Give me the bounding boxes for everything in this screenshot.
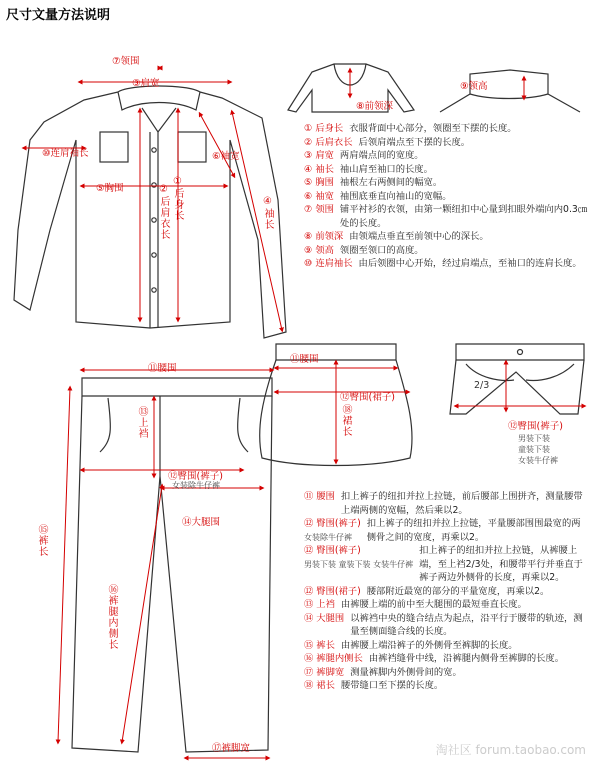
label-chest: ⑤胸围	[96, 183, 124, 194]
shirt-desc-7: ⑦ 领围 铺平衬衫的衣领，由第一颗纽扣中心量到扣眼外端向内0.3㎝处的长度。	[304, 204, 588, 229]
label-collar: ⑦领围	[112, 56, 140, 67]
pants-desc-12a: ⑫ 臀围(裤子) 女装除牛仔裤 扣上裤子的纽扣并拉上拉链，平量腰部围围最宽的两侧骨之间的宽度，再乘以2。	[304, 518, 581, 543]
label-pants-hip: ⑫臀围(裤子)	[168, 471, 223, 482]
pants-desc-11: ⑪ 腰围 扣上裤子的纽扣并拉上拉链，前后腰部上围拼齐，测量腰带上端两侧的宽幅，然后乘以2。	[304, 491, 583, 516]
label-jeans-note-1: 男装下装	[518, 434, 550, 443]
label-jeans-hip: ⑫臀围(裤子)	[508, 421, 563, 432]
label-jeans-note-2: 童装下装	[518, 445, 550, 454]
label-collar-drop: ⑧前领深	[356, 101, 394, 112]
label-jeans-ratio: 2/3	[474, 380, 490, 391]
label-skirt-length: ⑱裙长	[340, 404, 351, 437]
label-back-shoulder-length: ②后肩衣长	[158, 184, 169, 240]
label-back-length: ①后身长	[172, 176, 183, 221]
pants-desc-15: ⑮ 裤长 由裤腰上端沿裤子的外侧骨至裤脚的长度。	[304, 639, 518, 651]
shirt-desc-1: ① 后身长 衣服背面中心部分，领圈至下摆的长度。	[304, 123, 517, 134]
label-shoulder: ③肩宽	[132, 78, 160, 89]
label-pants-inseam: ⑯裤腿内侧长	[106, 584, 117, 650]
shirt-desc-2: ② 后肩衣长 后领肩端点至下摆的长度。	[304, 136, 471, 148]
label-skirt-waist: ⑪腰围	[290, 354, 319, 365]
shirt-desc-3: ③ 肩宽 两肩端点间的宽度。	[304, 150, 424, 161]
pants-desc-13: ⑬ 上裆 由裤腰上端的前中至大腿围的最短垂直长度。	[304, 599, 527, 610]
label-skirt-hip: ⑫臀围(裙子)	[340, 392, 395, 403]
label-jeans-note-3: 女装牛仔裤	[518, 456, 558, 465]
label-sleeve-length: ④袖长	[262, 196, 273, 230]
label-raglan-sleeve: ⑩连肩袖长	[42, 148, 89, 159]
label-pants-hip-note: 女装除牛仔裤	[172, 481, 220, 490]
shirt-desc-4: ④ 袖长 袖山肩至袖口的长度。	[304, 163, 433, 175]
pants-desc-18: ⑱ 裙长 腰带缝口至下摆的长度。	[304, 680, 444, 691]
label-pants-thigh: ⑭大腿围	[182, 517, 221, 528]
shirt-desc-9: ⑨ 领高 领圈至领口的高度。	[304, 244, 424, 256]
label-armhole: ⑥袖宽	[212, 151, 240, 162]
shirt-desc-8: ⑧ 前领深 由领端点垂直至前领中心的深长。	[304, 231, 489, 242]
page-title: 尺寸文量方法说明	[6, 8, 111, 23]
label-pants-length: ⑮裤长	[36, 524, 47, 557]
watermark: 淘社区 forum.taobao.com	[435, 743, 586, 757]
pants-desc-16: ⑯ 裤腿内侧长 由裤裆缝骨中线，沿裤腿内侧骨至裤脚的长度。	[304, 653, 565, 664]
pants-desc-12b: ⑫ 臀围(裤子) 男装下装 童装下装 女装牛仔裤 扣上裤子的纽扣并拉上拉链，从裤腰上端，至上裆2/3处，和腰带平行并垂直于裤子两边外侧骨的长度，再乘以2。	[304, 545, 583, 583]
pants-desc-14: ⑭ 大腿围 以裤裆中央的缝合结点为起点，沿平行于腰带的轨迹，测量至侧面缝合线的长度。	[304, 612, 583, 637]
pants-description	[304, 490, 588, 693]
pants-desc-17: ⑰ 裤脚宽 测量裤脚内外侧骨间的宽。	[304, 666, 462, 678]
pants-desc-12c: ⑫ 臀围(裙子) 腰部附近最宽的部分的平量宽度，再乘以2。	[304, 585, 550, 597]
shirt-description	[304, 122, 590, 271]
shirt-desc-5: ⑤ 胸围 袖根左右两侧间的幅宽。	[304, 177, 443, 188]
shirt-desc-10: ⑩ 连肩袖长 由后领圈中心开始，经过肩端点，至袖口的连肩长度。	[304, 258, 582, 269]
label-collar-height: ⑨领高	[460, 81, 488, 92]
label-pants-hem: ⑰裤脚宽	[212, 743, 251, 754]
label-pants-waist: ⑪腰围	[148, 363, 177, 374]
label-pants-rise: ⑬上裆	[136, 406, 147, 439]
shirt-desc-6: ⑥ 袖宽 袖围底垂直向袖山的宽幅。	[304, 190, 452, 202]
